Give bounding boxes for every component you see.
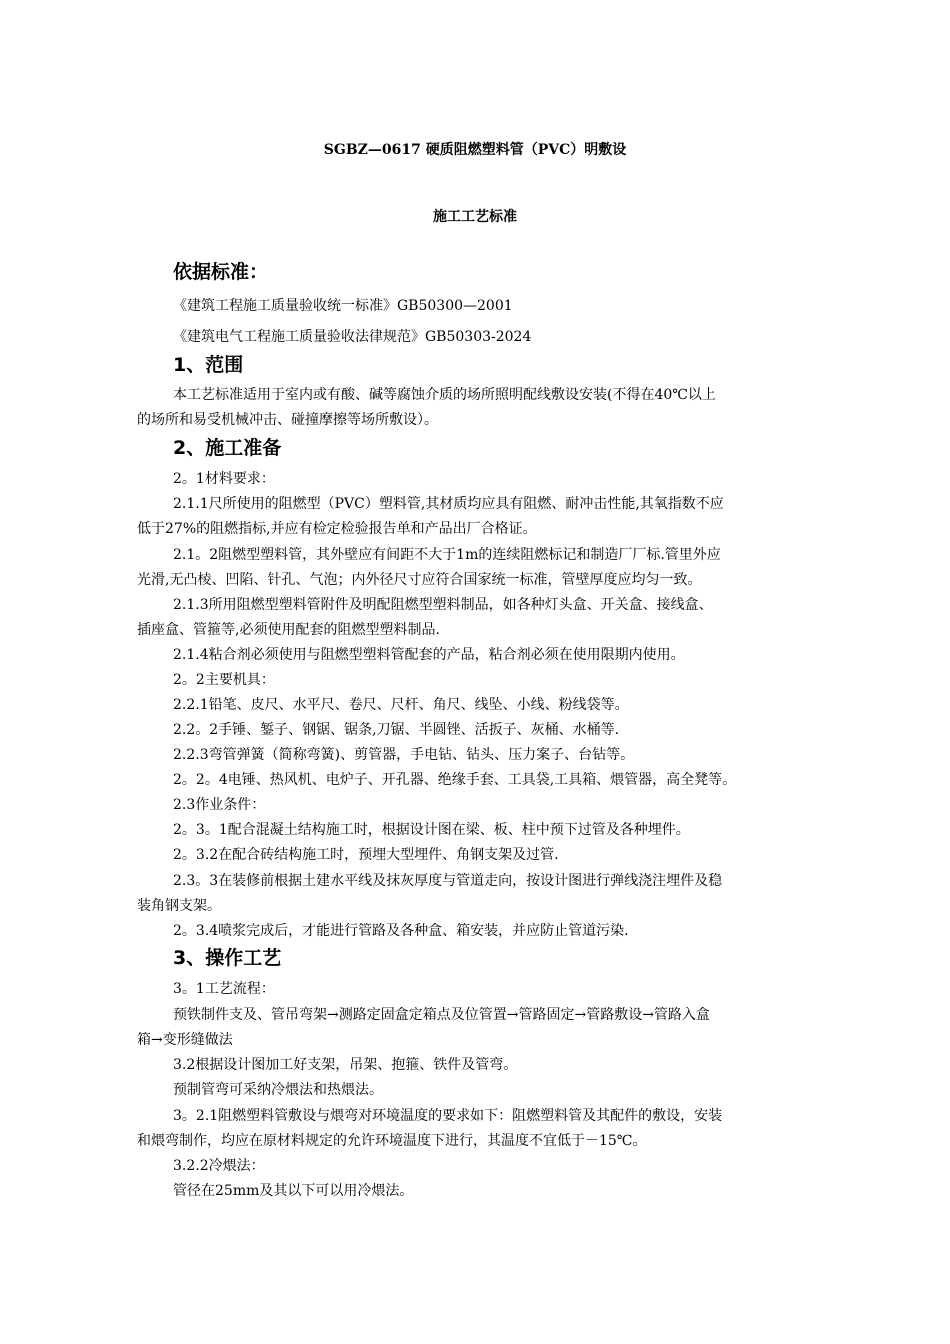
subsection-heading: 2.3作业条件： xyxy=(173,797,266,813)
paragraph-line: 2.2.3弯管弹簧（简称弯簧)、剪管器，手电钻、钻头、压力案子、台钻等。 xyxy=(173,747,635,763)
basis-item: 《建筑工程施工质量验收统一标准》GB50300—2001 xyxy=(173,298,513,314)
paragraph-line: 2。3.2在配合砖结构施工时，预埋大型埋件、角钢支架及过管. xyxy=(173,847,559,863)
paragraph-line: 低于27%的阻燃指标,并应有检定检验报告单和产品出厂合格证。 xyxy=(137,521,537,537)
basis-heading: 依据标准： xyxy=(173,261,269,283)
document-title-line-2: 施工工艺标准 xyxy=(433,209,517,225)
paragraph-line: 2.3。3在装修前根据土建水平线及抹灰厚度与管道走向，按设计图进行弹线浇注埋件及稳 xyxy=(173,873,723,889)
paragraph-line: 2.1。2阻燃型塑料管，其外壁应有间距不大于1m的连续阻燃标记和制造厂厂标.管里外应 xyxy=(173,547,721,563)
paragraph-line: 2。2。4电锤、热风机、电炉子、开孔器、绝缘手套、工具袋,工具箱、煨管器，高全凳等。 xyxy=(173,772,737,788)
process-flow-line: 箱→变形缝做法 xyxy=(137,1032,233,1048)
section-3-heading: 3、操作工艺 xyxy=(173,947,282,969)
paragraph-line: 2。3.4喷浆完成后，才能进行管路及各种盒、箱安装，并应防止管道污染. xyxy=(173,923,629,939)
subsection-heading: 2。1材料要求： xyxy=(173,471,275,487)
paragraph-line: 管径在25mm及其以下可以用冷煨法。 xyxy=(173,1183,414,1199)
paragraph-line: 2.2.1铅笔、皮尺、水平尺、卷尺、尺杆、角尺、线坠、小线、粉线袋等。 xyxy=(173,697,629,713)
paragraph-line: 3.2根据设计图加工好支架，吊架、抱箍、铁件及管弯。 xyxy=(173,1057,518,1073)
subsection-heading: 2。2主要机具： xyxy=(173,672,275,688)
paragraph-line: 2.1.1尺所使用的阻燃型（PVC）塑料管,其材质均应具有阻燃、耐冲击性能,其氧指数不应 xyxy=(173,496,724,512)
paragraph-line: 预制管弯可采纳冷煨法和热煨法。 xyxy=(173,1082,383,1098)
process-flow-line: 预铁制件支及、管吊弯架→测路定固盒定箱点及位管置→管路固定→管路敷设→管路入盒 xyxy=(173,1007,710,1023)
paragraph-line: 和煨弯制作，均应在原材料规定的允许环境温度下进行，其温度不宜低于－15℃。 xyxy=(137,1133,647,1149)
paragraph-line: 2.2。2手锤、錾子、钢锯、锯条,刀锯、半圆锉、活扳子、灰桶、水桶等. xyxy=(173,722,620,738)
document-title-line-1: SGBZ—0617 硬质阻燃塑料管（PVC）明敷设 xyxy=(323,142,627,158)
section-1-heading: 1、范围 xyxy=(173,354,244,376)
paragraph-line: 3。2.1阻燃塑料管敷设与煨弯对环境温度的要求如下：阻燃塑料管及其配件的敷设，安装 xyxy=(173,1108,723,1124)
paragraph-line: 光滑,无凸棱、凹陷、针孔、气泡；内外径尺寸应符合国家统一标准，管壁厚度应均匀一致。 xyxy=(137,572,702,588)
paragraph-line: 2。3。1配合混凝土结构施工时，根据设计图在梁、板、柱中预下过管及各种埋件。 xyxy=(173,822,690,838)
section-2-heading: 2、施工准备 xyxy=(173,437,282,459)
subsection-heading: 3.2.2冷煨法： xyxy=(173,1158,265,1174)
basis-item: 《建筑电气工程施工质量验收法律规范》GB50303-2024 xyxy=(173,329,532,345)
paragraph-line: 本工艺标准适用于室内或有酸、碱等腐蚀介质的场所照明配线敷设安装(不得在40℃以上 xyxy=(173,387,716,403)
paragraph-line: 的场所和易受机械冲击、碰撞摩擦等场所敷设）。 xyxy=(137,412,438,428)
paragraph-line: 装角钢支架。 xyxy=(137,898,221,914)
paragraph-line: 2.1.3所用阻燃型塑料管附件及明配阻燃型塑料制品，如各种灯头盒、开关盒、接线盒、 xyxy=(173,597,713,613)
paragraph-line: 2.1.4粘合剂必须使用与阻燃型塑料管配套的产品，粘合剂必须在使用限期内使用。 xyxy=(173,647,685,663)
paragraph-line: 插座盒、管箍等,必须使用配套的阻燃型塑料制品. xyxy=(137,622,440,638)
subsection-heading: 3。1工艺流程： xyxy=(173,981,275,997)
